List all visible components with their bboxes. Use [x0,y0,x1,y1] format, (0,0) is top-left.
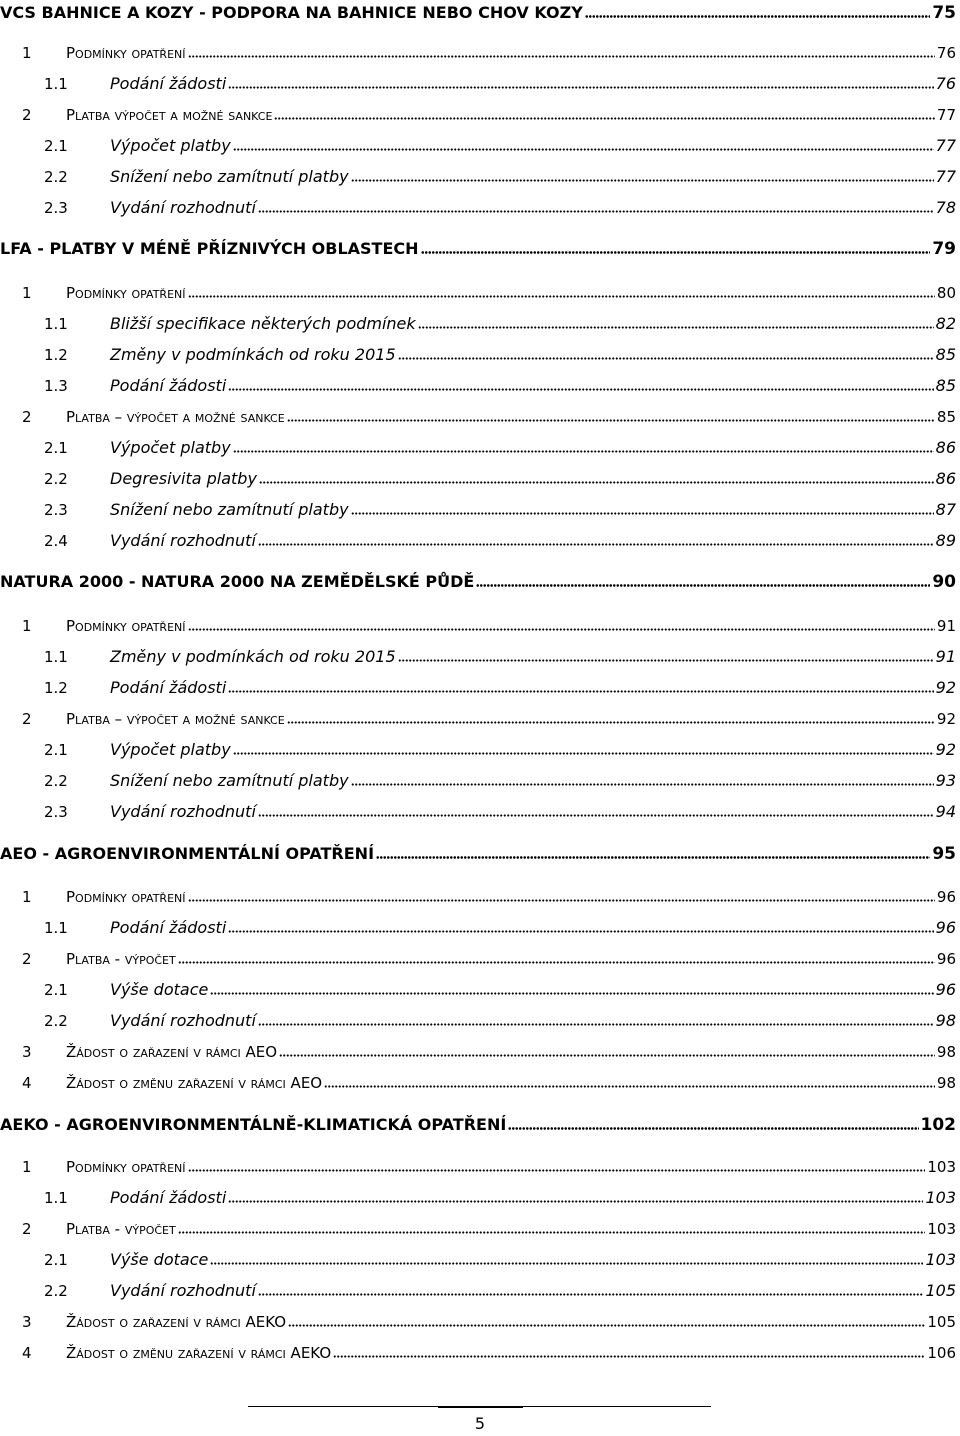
toc-entry-title: Změny v podmínkách od roku 2015 [110,647,396,666]
toc-entry[interactable] [44,435,956,461]
toc-entry-number: 2.2 [44,470,68,488]
toc-entry-page: 102 [920,1115,956,1135]
toc-entry-number: 1.2 [44,346,68,364]
toc-dot-leader [210,1255,923,1265]
toc-entry-title: Degresivita platby [110,469,257,488]
toc-dot-leader [188,1162,926,1172]
toc-dot-leader [258,536,934,546]
toc-dot-leader [228,381,933,391]
toc-entry[interactable] [22,280,956,306]
toc-entry[interactable] [44,1008,956,1034]
toc-dot-leader [258,807,934,817]
toc-dot-leader [210,985,933,995]
toc-entry-page: 76 [936,44,956,62]
toc-entry-page: 77 [935,167,956,186]
toc-dot-leader [398,350,934,360]
toc-entry-number: 1.1 [44,1189,68,1207]
toc-entry-page: 98 [936,1074,956,1092]
toc-entry-number: 3 [22,1313,32,1331]
toc-entry[interactable] [44,466,956,492]
toc-entry-page: 92 [935,678,956,697]
toc-entry-number: 2.1 [44,137,68,155]
toc-chapter-entry[interactable] [0,569,956,595]
toc-entry-page: 105 [925,1281,956,1300]
toc-entry-page: 77 [936,106,956,124]
toc-entry[interactable] [44,528,956,554]
toc-dot-leader [188,892,935,902]
toc-dot-leader [228,1193,923,1203]
toc-entry-page: 85 [935,376,956,395]
toc-entry[interactable] [44,915,956,941]
toc-entry-number: 1.1 [44,919,68,937]
toc-entry-page: 95 [932,844,956,864]
toc-entry-title: LFA - PLATBY V MÉNĚ PŘÍZNIVÝCH OBLASTECH [0,239,419,258]
toc-entry-title: Platba - výpočet [66,1220,176,1238]
toc-entry-number: 2.4 [44,532,68,550]
toc-entry-page: 105 [927,1313,956,1331]
toc-entry-title: Vydání rozhodnutí [110,531,256,550]
toc-entry-page: 80 [936,284,956,302]
toc-entry-title: Platba výpočet a možné sankce [66,106,273,124]
toc-entry[interactable] [44,768,956,794]
toc-entry-page: 92 [935,740,956,759]
toc-entry[interactable] [22,1340,956,1366]
toc-entry[interactable] [22,706,956,732]
toc-entry[interactable] [44,342,956,368]
toc-entry[interactable] [22,1039,956,1065]
toc-entry[interactable] [44,977,956,1003]
toc-entry-page: 86 [935,469,956,488]
toc-entry-page: 85 [935,345,956,364]
toc-entry-number: 4 [22,1344,32,1362]
toc-dot-leader [228,923,933,933]
toc-entry-title: Snížení nebo zamítnutí platby [110,771,349,790]
toc-entry-title: Podmínky opatření [66,617,186,635]
toc-entry[interactable] [44,373,956,399]
toc-entry-page: 89 [935,531,956,550]
toc-entry[interactable] [22,1309,956,1335]
toc-dot-leader [258,1286,924,1296]
toc-entry[interactable] [22,404,956,430]
toc-dot-leader [324,1078,935,1088]
toc-dot-leader [421,244,931,254]
toc-entry-title: Výpočet platby [110,740,231,759]
toc-entry[interactable] [44,195,956,221]
toc-entry-title: Změny v podmínkách od roku 2015 [110,345,396,364]
toc-entry-title: Žádost o zařazení v rámci AEKO [66,1313,287,1331]
toc-entry-title: Výpočet platby [110,438,231,457]
toc-entry-number: 2.1 [44,1251,68,1269]
toc-entry[interactable] [22,40,956,66]
toc-entry[interactable] [44,1278,956,1304]
toc-dot-leader [258,203,934,213]
toc-entry[interactable] [44,644,956,670]
toc-entry-title: Výše dotace [110,980,209,999]
toc-entry[interactable] [44,737,956,763]
toc-entry-title: Platba – výpočet a možné sankce [66,710,285,728]
toc-entry-title: Podání žádosti [110,74,227,93]
toc-entry-page: 77 [935,136,956,155]
toc-chapter-entry[interactable] [0,0,956,26]
toc-dot-leader [228,79,933,89]
toc-entry[interactable] [44,1247,956,1273]
toc-entry-title: NATURA 2000 - NATURA 2000 NA ZEMĚDĚLSKÉ PŮDĚ [0,572,475,591]
toc-dot-leader [228,683,933,693]
toc-entry-number: 2.2 [44,168,68,186]
toc-entry-title: Podmínky opatření [66,284,186,302]
toc-dot-leader [233,443,934,453]
toc-entry-number: 2.2 [44,1012,68,1030]
toc-entry-number: 1 [22,888,32,906]
page-number: 5 [474,1414,486,1433]
toc-dot-leader [287,714,935,724]
toc-dot-leader [259,474,934,484]
toc-entry-number: 3 [22,1043,32,1061]
toc-entry-number: 1 [22,1158,32,1176]
toc-entry[interactable] [22,946,956,972]
toc-entry-page: 86 [935,438,956,457]
toc-entry-title: Vydání rozhodnutí [110,1011,256,1030]
toc-entry-title: Výpočet platby [110,136,231,155]
toc-entry[interactable] [22,102,956,128]
toc-entry[interactable] [44,1185,956,1211]
toc-entry-title: Vydání rozhodnutí [110,1281,256,1300]
toc-entry-title: Podání žádosti [110,678,227,697]
toc-dot-leader [178,1224,926,1234]
toc-entry-number: 2.3 [44,803,68,821]
toc-entry-page: 90 [932,572,956,592]
toc-dot-leader [188,288,935,298]
toc-entry-number: 1 [22,284,32,302]
toc-entry-number: 1 [22,44,32,62]
toc-entry[interactable] [22,1070,956,1096]
toc-entry-number: 2 [22,408,32,426]
toc-entry-page: 103 [925,1188,956,1207]
toc-entry[interactable] [44,497,956,523]
toc-entry-title: Platba – výpočet a možné sankce [66,408,285,426]
toc-entry[interactable] [22,884,956,910]
toc-entry[interactable] [44,133,956,159]
toc-entry-page: 93 [935,771,956,790]
toc-chapter-entry[interactable] [0,236,956,262]
toc-entry-number: 2 [22,1220,32,1238]
toc-entry-page: 92 [936,710,956,728]
toc-entry[interactable] [44,675,956,701]
toc-entry-number: 2 [22,950,32,968]
toc-dot-leader [233,745,934,755]
toc-entry-number: 2.1 [44,981,68,999]
toc-entry-title: Snížení nebo zamítnutí platby [110,167,349,186]
footer-rule [248,1406,438,1407]
toc-entry-number: 1.1 [44,315,68,333]
toc-entry-page: 106 [927,1344,956,1362]
toc-dot-leader [376,849,930,859]
toc-entry-page: 85 [936,408,956,426]
toc-entry-title: Podání žádosti [110,376,227,395]
toc-dot-leader [233,141,934,151]
toc-entry-title: Podmínky opatření [66,888,186,906]
toc-entry-title: Žádost o zařazení v rámci AEO [66,1043,278,1061]
footer-rule-accent [438,1406,523,1408]
toc-entry-page: 96 [935,918,956,937]
toc-entry-title: Podání žádosti [110,918,227,937]
toc-entry-page: 98 [936,1043,956,1061]
toc-entry-page: 103 [927,1158,956,1176]
toc-dot-leader [333,1348,925,1358]
toc-entry-title: Podmínky opatření [66,44,186,62]
toc-dot-leader [288,1317,925,1327]
toc-entry-number: 2.2 [44,772,68,790]
toc-entry-number: 2.3 [44,199,68,217]
toc-entry-page: 96 [936,888,956,906]
toc-entry-title: VCS BAHNICE A KOZY - PODPORA NA BAHNICE NEBO CHOV KOZY [0,3,583,22]
toc-entry-page: 103 [927,1220,956,1238]
toc-entry-title: AEO - AGROENVIRONMENTÁLNÍ OPATŘENÍ [0,844,375,863]
toc-entry-title: AEKO - AGROENVIRONMENTÁLNĚ-KLIMATICKÁ OPATŘENÍ [0,1115,507,1134]
toc-entry-title: Vydání rozhodnutí [110,198,256,217]
toc-entry-title: Podmínky opatření [66,1158,186,1176]
toc-entry-number: 2.1 [44,741,68,759]
toc-entry-page: 75 [932,3,956,23]
footer-rule [523,1406,711,1407]
toc-dot-leader [188,621,935,631]
toc-entry-title: Podání žádosti [110,1188,227,1207]
toc-entry[interactable] [44,71,956,97]
toc-entry-page: 78 [935,198,956,217]
toc-entry-page: 91 [935,647,956,666]
toc-entry-page: 96 [936,950,956,968]
toc-dot-leader [274,110,934,120]
toc-dot-leader [351,172,934,182]
toc-dot-leader [178,954,935,964]
toc-entry-number: 1.1 [44,75,68,93]
toc-entry-number: 2.1 [44,439,68,457]
toc-dot-leader [351,505,934,515]
toc-entry[interactable] [22,1216,956,1242]
toc-entry-number: 2 [22,106,32,124]
toc-dot-leader [351,776,934,786]
toc-entry-number: 2.3 [44,501,68,519]
toc-entry-page: 79 [932,239,956,259]
toc-entry-page: 98 [935,1011,956,1030]
toc-dot-leader [418,319,934,329]
toc-dot-leader [585,8,931,18]
toc-entry-page: 76 [935,74,956,93]
toc-entry-title: Žádost o změnu zařazení v rámci AEO [66,1074,323,1092]
toc-entry[interactable] [22,613,956,639]
toc-entry-number: 2 [22,710,32,728]
toc-entry[interactable] [44,799,956,825]
toc-entry-number: 1.3 [44,377,68,395]
toc-entry-title: Vydání rozhodnutí [110,802,256,821]
toc-entry-page: 87 [935,500,956,519]
toc-entry-number: 1 [22,617,32,635]
toc-dot-leader [279,1047,935,1057]
toc-chapter-entry[interactable] [0,1112,956,1138]
toc-entry-page: 94 [935,802,956,821]
toc-entry-number: 2.2 [44,1282,68,1300]
toc-entry[interactable] [44,164,956,190]
toc-dot-leader [188,48,935,58]
toc-entry-page: 91 [936,617,956,635]
toc-dot-leader [508,1120,918,1130]
toc-entry-page: 103 [925,1250,956,1269]
toc-entry-title: Bližší specifikace některých podmínek [110,314,416,333]
toc-entry-title: Platba - výpočet [66,950,176,968]
toc-entry-number: 4 [22,1074,32,1092]
toc-entry[interactable] [22,1154,956,1180]
toc-dot-leader [398,652,934,662]
toc-entry-title: Žádost o změnu zařazení v rámci AEKO [66,1344,332,1362]
toc-entry[interactable] [44,311,956,337]
toc-entry-title: Výše dotace [110,1250,209,1269]
toc-entry-number: 1.2 [44,679,68,697]
toc-dot-leader [476,577,930,587]
toc-entry-title: Snížení nebo zamítnutí platby [110,500,349,519]
toc-entry-page: 82 [935,314,956,333]
toc-entry-number: 1.1 [44,648,68,666]
toc-dot-leader [258,1016,934,1026]
toc-chapter-entry[interactable] [0,841,956,867]
toc-dot-leader [287,412,935,422]
toc-entry-page: 96 [935,980,956,999]
